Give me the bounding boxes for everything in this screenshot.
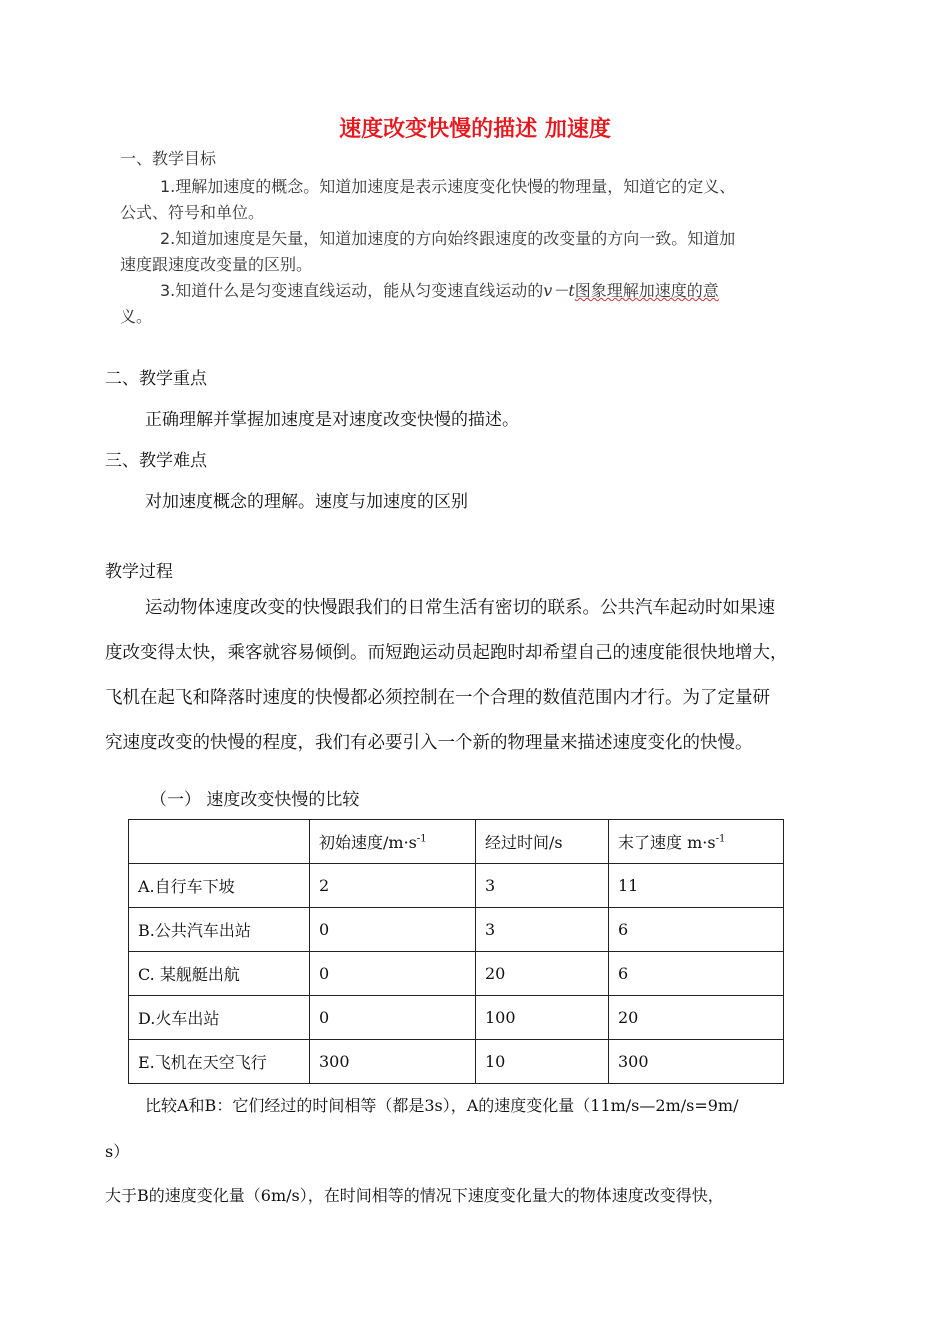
table-cell: A.自行车下坡 [129, 864, 310, 908]
table-cell: 100 [476, 996, 609, 1040]
table-cell: 20 [476, 952, 609, 996]
table-cell: E.飞机在天空飞行 [129, 1040, 310, 1084]
table-row [129, 908, 784, 952]
objective-1-line-2: 公式、符号和单位。 [120, 203, 265, 222]
table-header-cell [310, 820, 476, 864]
table-cell: 3 [476, 864, 609, 908]
speed-comparison-table [128, 819, 784, 1084]
table-cell: B.公共汽车出站 [129, 908, 310, 952]
table-cell: 11 [609, 864, 784, 908]
table-row [129, 996, 784, 1040]
table-cell: C. 某舰艇出航 [129, 952, 310, 996]
header-final-speed: 末了速度 m·s [618, 833, 716, 852]
table-row [129, 1040, 784, 1084]
table-cell: 3 [476, 908, 609, 952]
table-cell: D.火车出站 [129, 996, 310, 1040]
table-header-cell [609, 820, 784, 864]
table-cell: 0 [310, 908, 476, 952]
compare-line-3: 大于B的速度变化量（6m/s），在时间相等的情况下速度变化量大的物体速度改变得快， [105, 1186, 724, 1205]
objective-2-line-2: 速度跟速度改变量的区别。 [120, 255, 313, 274]
table-cell: 20 [609, 996, 784, 1040]
objective-3-line-2: 义。 [120, 307, 153, 326]
table-row [129, 952, 784, 996]
compare-line-1: 比较A和B：它们经过的时间相等（都是3s），A的速度变化量（11m/s—2m/s=9m/ [145, 1096, 739, 1115]
difficulty-text: 对加速度概念的理解。速度与加速度的区别 [145, 492, 468, 512]
process-line-1: 运动物体速度改变的快慢跟我们的日常生活有密切的联系。公共汽车起动时如果速 [145, 598, 775, 618]
objective-3-line-1 [160, 278, 719, 301]
objectives-heading: 一、教学目标 [120, 149, 217, 168]
table-cell: 2 [310, 864, 476, 908]
v-t-formula: v－t [543, 281, 575, 300]
header-unit-sup: -1 [715, 833, 726, 845]
process-heading: 教学过程 [105, 562, 173, 582]
objective-3-text: 3.知道什么是匀变速直线运动，能从匀变速直线运动的 [160, 281, 544, 300]
objective-2-line-1: 2.知道加速度是矢量，知道加速度的方向始终跟速度的改变量的方向一致。知道加 [160, 229, 736, 248]
process-line-4: 究速度改变的快慢的程度，我们有必要引入一个新的物理量来描述速度变化的快慢。 [105, 733, 753, 753]
objective-1-line-1: 1.理解加速度的概念。知道加速度是表示速度变化快慢的物理量，知道它的定义、 [160, 177, 736, 196]
section-1-heading: （一） 速度改变快慢的比较 [150, 790, 360, 810]
table-cell: 300 [609, 1040, 784, 1084]
compare-line-2: s） [105, 1142, 130, 1161]
table-cell: 6 [609, 952, 784, 996]
focus-text: 正确理解并掌握加速度是对速度改变快慢的描述。 [145, 410, 519, 430]
page-title: 速度改变快慢的描述 加速度 [339, 117, 611, 142]
table-row [129, 864, 784, 908]
table-header-cell: 经过时间/s [476, 820, 609, 864]
table-header-row [129, 820, 784, 864]
table-cell: 6 [609, 908, 784, 952]
table-cell: 0 [310, 996, 476, 1040]
table-header-cell [129, 820, 310, 864]
table-cell: 10 [476, 1040, 609, 1084]
objective-3-text-end: 图象理解加速度的意 [574, 281, 719, 300]
process-line-2: 度改变得太快，乘客就容易倾倒。而短跑运动员起跑时却希望自己的速度能很快地增大， [105, 643, 788, 663]
process-line-3: 飞机在起飞和降落时速度的快慢都必须控制在一个合理的数值范围内才行。为了定量研 [105, 688, 770, 708]
header-initial-speed: 初始速度/m·s [319, 833, 417, 852]
header-unit-sup: -1 [416, 833, 427, 845]
table-cell: 0 [310, 952, 476, 996]
table-cell: 300 [310, 1040, 476, 1084]
difficulty-heading: 三、教学难点 [105, 451, 207, 471]
focus-heading: 二、教学重点 [105, 369, 207, 389]
